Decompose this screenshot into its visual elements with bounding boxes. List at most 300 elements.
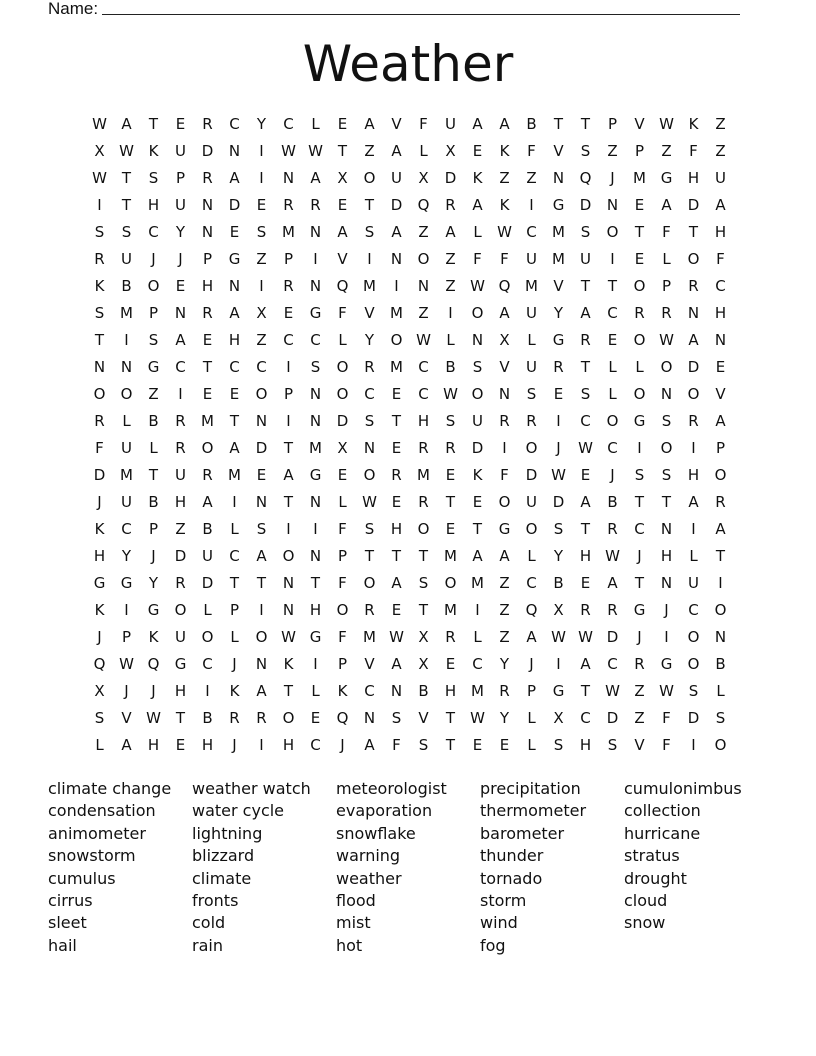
grid-cell: O	[471, 385, 484, 403]
grid-cell: D	[687, 709, 700, 727]
grid-cell: M	[120, 304, 133, 322]
grid-cell: R	[283, 196, 294, 214]
grid-cell: A	[283, 466, 294, 484]
grid-cell: H	[579, 736, 592, 754]
grid-cell: O	[255, 385, 268, 403]
grid-cell: N	[174, 304, 187, 322]
grid-cell: G	[552, 196, 565, 214]
grid-cell: M	[552, 223, 565, 241]
grid-cell: D	[444, 169, 457, 187]
grid-cell: N	[660, 574, 673, 592]
grid-cell: N	[228, 277, 241, 295]
grid-cell: L	[689, 547, 698, 565]
grid-cell: E	[472, 142, 483, 160]
grid-cell: H	[174, 682, 187, 700]
grid-cell: F	[338, 520, 347, 538]
grid-cell: Z	[499, 601, 510, 619]
grid-cell: Y	[256, 115, 267, 133]
grid-cell: L	[122, 412, 131, 430]
grid-cell: M	[552, 250, 565, 268]
grid-cell: M	[201, 412, 214, 430]
grid-cell: P	[661, 277, 672, 295]
grid-cell: N	[471, 331, 484, 349]
grid-cell: J	[151, 250, 156, 268]
grid-cell: S	[688, 682, 699, 700]
grid-cell: B	[715, 655, 726, 673]
grid-row	[86, 678, 734, 705]
grid-cell: Z	[634, 682, 645, 700]
grid-row	[86, 489, 734, 516]
grid-cell: S	[445, 412, 456, 430]
grid-cell: A	[229, 439, 240, 457]
grid-cell: Z	[499, 169, 510, 187]
grid-cell: W	[578, 439, 593, 457]
grid-row	[86, 273, 734, 300]
grid-cell: P	[607, 115, 618, 133]
grid-cell: I	[448, 304, 453, 322]
grid-cell: C	[607, 304, 618, 322]
grid-cell: Q	[93, 655, 106, 673]
grid-cell: I	[610, 250, 615, 268]
grid-cell: P	[526, 682, 537, 700]
grid-cell: L	[608, 358, 617, 376]
grid-cell: H	[282, 736, 295, 754]
grid-cell: A	[391, 223, 402, 241]
grid-cell: J	[97, 493, 102, 511]
grid-cell: A	[688, 331, 699, 349]
grid-cell: I	[691, 520, 696, 538]
grid-cell: S	[526, 385, 537, 403]
grid-cell: O	[660, 358, 673, 376]
word-bank-item: cold	[192, 913, 226, 933]
grid-cell: E	[634, 196, 645, 214]
grid-cell: J	[151, 682, 156, 700]
grid-cell: F	[662, 223, 671, 241]
grid-row	[86, 165, 734, 192]
grid-cell: U	[202, 547, 213, 565]
grid-cell: F	[500, 250, 509, 268]
grid-cell: H	[417, 412, 430, 430]
grid-cell: A	[256, 547, 267, 565]
grid-cell: V	[634, 115, 645, 133]
grid-cell: S	[148, 331, 159, 349]
word-bank-item: tornado	[480, 868, 543, 888]
grid-cell: M	[471, 682, 484, 700]
grid-row	[86, 111, 734, 138]
grid-cell: R	[688, 412, 699, 430]
grid-cell: O	[633, 277, 646, 295]
grid-cell: C	[202, 655, 213, 673]
grid-cell: I	[97, 196, 102, 214]
grid-cell: T	[418, 547, 429, 565]
grid-cell: A	[580, 493, 591, 511]
grid-cell: B	[553, 574, 564, 592]
grid-cell: U	[688, 574, 699, 592]
grid-row	[86, 327, 734, 354]
grid-cell: P	[121, 628, 132, 646]
grid-cell: R	[202, 466, 213, 484]
grid-cell: N	[282, 169, 295, 187]
grid-cell: O	[147, 277, 160, 295]
grid-cell: B	[445, 358, 456, 376]
grid-cell: I	[313, 520, 318, 538]
grid-cell: R	[634, 655, 645, 673]
grid-cell: M	[363, 277, 376, 295]
grid-cell: N	[201, 223, 214, 241]
word-bank-item: hot	[336, 935, 363, 955]
grid-cell: T	[364, 547, 375, 565]
grid-cell: O	[282, 547, 295, 565]
grid-cell: M	[282, 223, 295, 241]
grid-row	[86, 219, 734, 246]
grid-cell: O	[714, 736, 727, 754]
grid-cell: C	[310, 736, 321, 754]
grid-cell: Q	[147, 655, 160, 673]
grid-cell: U	[121, 439, 132, 457]
grid-cell: X	[337, 169, 348, 187]
grid-row	[86, 651, 734, 678]
grid-cell: S	[634, 466, 645, 484]
grid-cell: N	[309, 385, 322, 403]
grid-cell: D	[579, 196, 592, 214]
grid-cell: T	[634, 574, 645, 592]
grid-cell: N	[363, 709, 376, 727]
grid-row	[86, 381, 734, 408]
grid-cell: E	[202, 385, 213, 403]
grid-cell: L	[527, 736, 536, 754]
word-bank-item: precipitation	[480, 779, 581, 798]
word-bank-item: collection	[624, 801, 701, 821]
grid-cell: F	[419, 115, 428, 133]
grid-cell: S	[94, 304, 105, 322]
grid-cell: N	[228, 142, 241, 160]
grid-cell: O	[687, 655, 700, 673]
grid-cell: A	[526, 628, 537, 646]
grid-cell: I	[691, 736, 696, 754]
grid-cell: A	[121, 115, 132, 133]
word-bank-item: thunder	[480, 846, 544, 866]
grid-cell: R	[445, 628, 456, 646]
grid-cell: T	[229, 412, 240, 430]
grid-cell: C	[364, 682, 375, 700]
grid-cell: G	[174, 655, 187, 673]
grid-cell: T	[715, 547, 726, 565]
grid-cell: S	[148, 169, 159, 187]
grid-cell: Q	[336, 277, 349, 295]
grid-cell: P	[337, 655, 348, 673]
grid-cell: V	[121, 709, 132, 727]
grid-cell: R	[553, 358, 564, 376]
grid-cell: Z	[634, 709, 645, 727]
grid-cell: L	[419, 142, 428, 160]
grid-cell: G	[147, 601, 160, 619]
grid-cell: E	[337, 196, 348, 214]
grid-cell: H	[201, 277, 214, 295]
grid-cell: R	[310, 196, 321, 214]
grid-cell: K	[94, 277, 105, 295]
grid-cell: R	[499, 682, 510, 700]
grid-cell: E	[337, 115, 348, 133]
grid-cell: T	[445, 709, 456, 727]
grid-cell: Z	[364, 142, 375, 160]
grid-cell: F	[473, 250, 482, 268]
grid-cell: S	[661, 412, 672, 430]
grid-cell: E	[337, 466, 348, 484]
grid-cell: F	[338, 628, 347, 646]
word-bank-item: storm	[480, 890, 527, 910]
grid-cell: G	[309, 628, 322, 646]
grid-cell: C	[310, 331, 321, 349]
grid-cell: L	[527, 547, 536, 565]
word-bank-item: animometer	[48, 823, 146, 843]
grid-cell: U	[526, 250, 537, 268]
grid-cell: W	[443, 385, 458, 403]
grid-cell: T	[445, 493, 456, 511]
grid-cell: I	[124, 331, 129, 349]
grid-cell: Z	[148, 385, 159, 403]
grid-cell: S	[580, 223, 591, 241]
grid-cell: Z	[715, 115, 726, 133]
grid-cell: A	[175, 331, 186, 349]
grid-cell: D	[201, 574, 214, 592]
grid-cell: E	[229, 385, 240, 403]
grid-cell: V	[634, 736, 645, 754]
grid-cell: A	[229, 169, 240, 187]
word-bank-item: snow	[624, 913, 666, 933]
grid-row	[86, 516, 734, 543]
grid-cell: O	[336, 601, 349, 619]
grid-cell: T	[418, 601, 429, 619]
grid-cell: W	[308, 142, 323, 160]
grid-cell: Z	[526, 169, 537, 187]
grid-cell: K	[229, 682, 240, 700]
grid-cell: D	[687, 358, 700, 376]
grid-cell: U	[715, 169, 726, 187]
grid-cell: I	[475, 601, 480, 619]
grid-cell: S	[94, 223, 105, 241]
grid-cell: R	[580, 331, 591, 349]
grid-cell: D	[552, 493, 565, 511]
grid-cell: P	[229, 601, 240, 619]
word-bank-item: cumulonimbus	[624, 779, 742, 798]
grid-cell: J	[232, 736, 237, 754]
grid-cell: W	[281, 142, 296, 160]
grid-cell: R	[499, 412, 510, 430]
grid-cell: H	[687, 466, 700, 484]
grid-cell: W	[659, 682, 674, 700]
grid-cell: L	[527, 709, 536, 727]
grid-cell: R	[391, 466, 402, 484]
grid-cell: D	[201, 142, 214, 160]
grid-cell: S	[580, 385, 591, 403]
grid-cell: M	[390, 358, 403, 376]
grid-cell: R	[202, 169, 213, 187]
grid-cell: T	[94, 331, 105, 349]
grid-cell: W	[470, 709, 485, 727]
grid-cell: Y	[553, 304, 564, 322]
grid-cell: K	[472, 466, 483, 484]
grid-cell: O	[714, 601, 727, 619]
grid-cell: U	[175, 466, 186, 484]
word-column	[624, 778, 768, 957]
grid-cell: A	[715, 412, 726, 430]
grid-cell: V	[553, 142, 564, 160]
grid-cell: E	[175, 736, 186, 754]
grid-cell: E	[391, 385, 402, 403]
grid-cell: B	[526, 115, 537, 133]
grid-cell: X	[256, 304, 267, 322]
grid-cell: K	[499, 196, 510, 214]
grid-cell: A	[364, 115, 375, 133]
grid-cell: T	[283, 439, 294, 457]
grid-cell: H	[201, 736, 214, 754]
grid-cell: O	[282, 709, 295, 727]
grid-cell: H	[687, 169, 700, 187]
grid-cell: X	[94, 142, 105, 160]
grid-cell: L	[230, 520, 239, 538]
grid-cell: S	[580, 142, 591, 160]
grid-cell: N	[714, 331, 727, 349]
grid-row	[86, 138, 734, 165]
grid-cell: T	[688, 223, 699, 241]
grid-cell: L	[338, 331, 347, 349]
grid-cell: X	[499, 331, 510, 349]
grid-cell: T	[580, 277, 591, 295]
grid-cell: J	[340, 736, 345, 754]
grid-cell: I	[259, 601, 264, 619]
grid-cell: S	[364, 412, 375, 430]
grid-cell: E	[229, 223, 240, 241]
grid-cell: N	[309, 277, 322, 295]
grid-cell: A	[391, 655, 402, 673]
grid-cell: O	[390, 331, 403, 349]
grid-cell: L	[311, 115, 320, 133]
word-bank-item: cumulus	[48, 868, 116, 888]
grid-cell: X	[418, 628, 429, 646]
grid-cell: A	[580, 655, 591, 673]
grid-cell: J	[610, 466, 615, 484]
grid-cell: A	[580, 304, 591, 322]
grid-cell: N	[687, 304, 700, 322]
grid-cell: O	[363, 574, 376, 592]
grid-cell: O	[606, 412, 619, 430]
grid-cell: F	[392, 736, 401, 754]
grid-cell: G	[120, 574, 133, 592]
grid-cell: U	[472, 412, 483, 430]
grid-cell: H	[147, 196, 160, 214]
grid-cell: L	[473, 223, 482, 241]
grid-cell: C	[148, 223, 159, 241]
grid-cell: U	[175, 142, 186, 160]
grid-cell: T	[283, 682, 294, 700]
grid-cell: C	[418, 385, 429, 403]
grid-cell: Z	[499, 574, 510, 592]
grid-cell: K	[148, 628, 159, 646]
grid-cell: W	[92, 115, 107, 133]
grid-cell: T	[256, 574, 267, 592]
grid-cell: V	[553, 277, 564, 295]
grid-cell: E	[580, 466, 591, 484]
grid-cell: T	[310, 574, 321, 592]
grid-cell: O	[255, 628, 268, 646]
grid-cell: R	[175, 412, 186, 430]
grid-cell: U	[526, 358, 537, 376]
grid-cell: C	[634, 520, 645, 538]
grid-cell: W	[659, 331, 674, 349]
grid-cell: N	[120, 358, 133, 376]
grid-cell: O	[174, 601, 187, 619]
grid-cell: C	[580, 709, 591, 727]
grid-cell: O	[525, 439, 538, 457]
grid-cell: R	[526, 412, 537, 430]
grid-cell: S	[661, 466, 672, 484]
grid-cell: O	[444, 574, 457, 592]
grid-cell: W	[551, 628, 566, 646]
grid-cell: L	[149, 439, 158, 457]
grid-row	[86, 192, 734, 219]
grid-cell: P	[148, 520, 159, 538]
grid-cell: Y	[553, 547, 564, 565]
grid-cell: D	[93, 466, 106, 484]
grid-cell: J	[637, 547, 642, 565]
grid-cell: J	[232, 655, 237, 673]
grid-cell: R	[715, 493, 726, 511]
word-bank-item: blizzard	[192, 846, 255, 866]
grid-cell: Q	[498, 277, 511, 295]
grid-row	[86, 435, 734, 462]
grid-cell: X	[553, 601, 564, 619]
grid-cell: T	[580, 115, 591, 133]
grid-cell: W	[281, 628, 296, 646]
name-label: Name:	[48, 0, 99, 18]
grid-cell: I	[259, 142, 264, 160]
grid-cell: A	[445, 223, 456, 241]
grid-row	[86, 732, 734, 759]
grid-cell: W	[146, 709, 161, 727]
grid-cell: T	[553, 115, 564, 133]
grid-cell: E	[202, 331, 213, 349]
grid-cell: S	[391, 709, 402, 727]
grid-row	[86, 543, 734, 570]
grid-cell: L	[473, 628, 482, 646]
grid-cell: O	[471, 304, 484, 322]
grid-cell: J	[664, 601, 669, 619]
grid-cell: R	[94, 412, 105, 430]
grid-cell: R	[418, 439, 429, 457]
grid-cell: E	[580, 574, 591, 592]
grid-row	[86, 462, 734, 489]
grid-cell: N	[309, 412, 322, 430]
grid-cell: I	[259, 736, 264, 754]
grid-cell: V	[364, 655, 375, 673]
grid-cell: O	[417, 520, 430, 538]
grid-cell: I	[556, 412, 561, 430]
grid-cell: N	[93, 358, 106, 376]
grid-cell: N	[606, 196, 619, 214]
grid-cell: C	[175, 358, 186, 376]
grid-cell: S	[553, 520, 564, 538]
grid-cell: T	[580, 358, 591, 376]
grid-cell: G	[633, 412, 646, 430]
grid-cell: T	[661, 493, 672, 511]
grid-cell: G	[633, 601, 646, 619]
grid-cell: Z	[175, 520, 186, 538]
grid-cell: G	[309, 466, 322, 484]
grid-cell: C	[607, 439, 618, 457]
grid-cell: V	[418, 709, 429, 727]
grid-cell: T	[121, 196, 132, 214]
grid-cell: B	[202, 520, 213, 538]
